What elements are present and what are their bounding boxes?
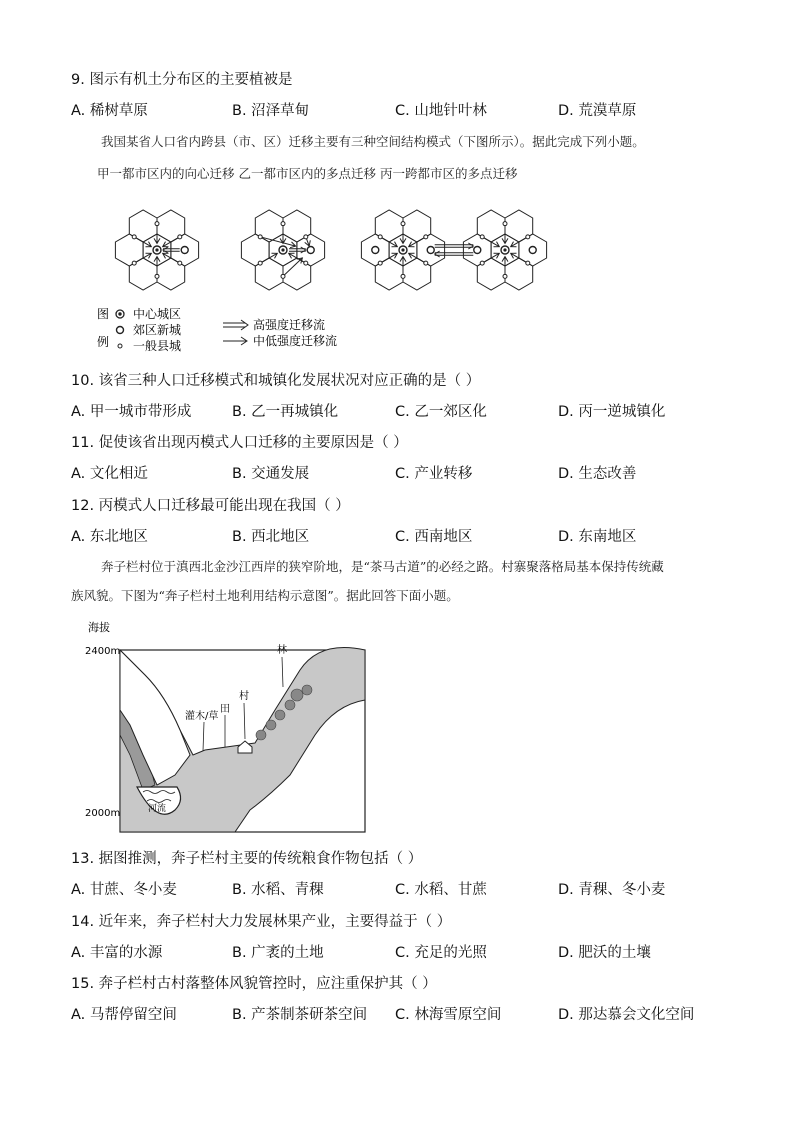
- low-flow-arrow: [280, 224, 286, 244]
- option-d[interactable]: D. 那达慕会文化空间: [558, 1007, 695, 1023]
- county-node: [503, 222, 507, 226]
- option-c[interactable]: C. 乙一郊区化: [395, 404, 487, 420]
- option-d[interactable]: D. 东南地区: [558, 529, 637, 545]
- center-city-dot: [155, 248, 158, 251]
- county-node: [401, 274, 405, 278]
- option-c[interactable]: C. 水稻、甘蔗: [395, 882, 487, 898]
- question-15-options: [71, 1003, 771, 1025]
- county-node: [132, 235, 136, 239]
- low-flow-arrow: [400, 257, 406, 277]
- axis-label-elevation: 海拔: [88, 621, 110, 634]
- option-a[interactable]: A. 东北地区: [71, 529, 148, 545]
- question-9-stem: 9. 图示有机土分布区的主要植被是: [71, 72, 293, 88]
- low-flow-arrow: [502, 257, 508, 277]
- label-village: 村: [239, 691, 249, 702]
- option-b[interactable]: B. 沼泽草甸: [232, 103, 310, 119]
- county-node: [401, 222, 405, 226]
- new-town-node: [529, 247, 536, 254]
- question-12-stem: 12. 丙模式人口迁移最可能出现在我国（ ）: [71, 498, 350, 514]
- hexagon-grids: [115, 210, 546, 290]
- county-node: [281, 222, 285, 226]
- option-a[interactable]: A. 甘蔗、冬小麦: [71, 882, 177, 898]
- county-node: [304, 261, 308, 265]
- option-b[interactable]: B. 乙一再城镇化: [232, 404, 339, 420]
- county-node: [424, 261, 428, 265]
- hexagon-cell: [241, 234, 269, 266]
- question-11-stem: 11. 促使该省出现丙模式人口迁移的主要原因是（ ）: [71, 435, 408, 451]
- county-node: [258, 261, 262, 265]
- question-13-stem: 13. 据图推测，奔子栏村主要的传统粮食作物包括（ ）: [71, 851, 423, 867]
- option-b[interactable]: B. 西北地区: [232, 529, 310, 545]
- legend-new-town: 郊区新城: [133, 323, 182, 337]
- question-10-stem: 10. 该省三种人口迁移模式和城镇化发展状况对应正确的是（ ）: [71, 373, 481, 389]
- pattern-titles: 甲一都市区内的向心迁移 乙一都市区内的多点迁移 丙一跨都市区的多点迁移: [97, 166, 518, 181]
- migration-svg: [95, 160, 595, 360]
- county-node: [258, 235, 262, 239]
- center-city-dot: [401, 248, 404, 251]
- new-town-node: [307, 247, 314, 254]
- center-city-dot: [281, 248, 284, 251]
- option-c[interactable]: C. 充足的光照: [395, 945, 487, 961]
- intro-paragraph-2: [71, 552, 731, 610]
- county-node: [155, 222, 159, 226]
- county-node: [526, 261, 530, 265]
- option-a[interactable]: A. 丰富的水源: [71, 945, 163, 961]
- low-flow-arrow: [502, 224, 508, 244]
- county-node: [155, 274, 159, 278]
- legend-new-town-icon: [117, 327, 124, 334]
- question-14-stem: 14. 近年来，奔子栏村大力发展林果产业，主要得益于（ ）: [71, 914, 452, 930]
- legend-low-flow: 中低强度迁移流: [253, 334, 338, 348]
- question-13-options: [71, 878, 771, 900]
- option-d[interactable]: D. 肥沃的土壤: [558, 945, 651, 961]
- legend-center-city-icon: [116, 310, 124, 318]
- new-town-node: [427, 247, 434, 254]
- new-town-node: [181, 247, 188, 254]
- new-town-node: [372, 247, 379, 254]
- county-node: [480, 235, 484, 239]
- option-d[interactable]: D. 生态改善: [558, 466, 637, 482]
- county-node: [178, 261, 182, 265]
- low-flow-arrow: [400, 224, 406, 244]
- option-b[interactable]: B. 交通发展: [232, 466, 310, 482]
- low-flow-arrow: [154, 224, 160, 244]
- option-b[interactable]: B. 产茶制茶研茶空间: [232, 1007, 368, 1023]
- legend-county: 一般县城: [133, 339, 182, 353]
- question-9-options: [71, 99, 771, 121]
- intro-1-text: 我国某省人口省内跨县（市、区）迁移主要有三种空间结构模式（下图所示）。据此完成下列小题。: [101, 134, 645, 149]
- legend-prefix-1: 图: [97, 307, 110, 321]
- county-node: [304, 235, 308, 239]
- option-a[interactable]: A. 稀树草原: [71, 103, 148, 119]
- intro-2-line-2: 族风貌。下图为“奔子栏村土地利用结构示意图”。据此回答下面小题。: [71, 588, 459, 603]
- county-node: [378, 235, 382, 239]
- option-d[interactable]: D. 丙一逆城镇化: [558, 404, 666, 420]
- intro-2-line-1: 奔子栏村位于滇西北金沙江西岸的狭窄阶地，是“茶马古道”的必经之路。村寨聚落格局基本保持传统藏: [101, 559, 664, 574]
- option-b[interactable]: B. 水稻、青稞: [232, 882, 324, 898]
- legend-high-flow-icon: [223, 320, 248, 330]
- legend-high-flow: 高强度迁移流: [253, 318, 326, 332]
- land-use-svg: [85, 615, 370, 840]
- city-nodes: [132, 222, 536, 279]
- option-c[interactable]: C. 山地针叶林: [395, 103, 487, 119]
- county-node: [378, 261, 382, 265]
- county-node: [281, 274, 285, 278]
- legend-low-flow-icon: [223, 337, 247, 345]
- county-node: [178, 235, 182, 239]
- option-c[interactable]: C. 产业转移: [395, 466, 473, 482]
- high-flow-arrow: [435, 243, 474, 249]
- legend-county-icon: [118, 344, 122, 348]
- land-use-figure: [85, 615, 370, 840]
- county-node: [503, 274, 507, 278]
- option-c[interactable]: C. 西南地区: [395, 529, 473, 545]
- migration-arrows: [134, 224, 528, 277]
- label-river: 河流: [148, 804, 167, 814]
- option-a[interactable]: A. 文化相近: [71, 466, 148, 482]
- new-town-node: [474, 247, 481, 254]
- question-11-options: [71, 462, 771, 484]
- migration-pattern-figure: [95, 160, 595, 360]
- high-flow-arrow: [435, 251, 474, 257]
- question-14-options: [71, 941, 771, 963]
- county-node: [132, 261, 136, 265]
- option-a[interactable]: A. 马帮停留空间: [71, 1007, 177, 1023]
- option-d[interactable]: D. 荒漠草原: [558, 103, 637, 119]
- option-d[interactable]: D. 青稞、冬小麦: [558, 882, 666, 898]
- question-10-options: [71, 400, 771, 422]
- hexagon-cell: [115, 234, 143, 266]
- center-city-dot: [503, 248, 506, 251]
- legend-center-city: 中心城区: [133, 307, 182, 321]
- intro-paragraph-1: [71, 127, 731, 156]
- label-shrub-grass: 灌木/草: [185, 711, 219, 722]
- county-node: [480, 261, 484, 265]
- tick-2000: 2000m: [85, 808, 121, 819]
- option-b[interactable]: B. 广袤的土地: [232, 945, 324, 961]
- low-flow-arrow: [154, 257, 160, 277]
- tick-2400: 2400m: [85, 646, 121, 657]
- label-forest: 林: [277, 645, 287, 656]
- option-a[interactable]: A. 甲一城市带形成: [71, 404, 192, 420]
- label-field: 田: [220, 704, 230, 715]
- county-node: [424, 235, 428, 239]
- legend-prefix-2: 例: [97, 335, 110, 349]
- option-c[interactable]: C. 林海雪原空间: [395, 1007, 502, 1023]
- county-node: [526, 235, 530, 239]
- question-15-stem: 15. 奔子栏村古村落整体风貌管控时，应注重保护其（ ）: [71, 976, 437, 992]
- question-12-options: [71, 525, 771, 547]
